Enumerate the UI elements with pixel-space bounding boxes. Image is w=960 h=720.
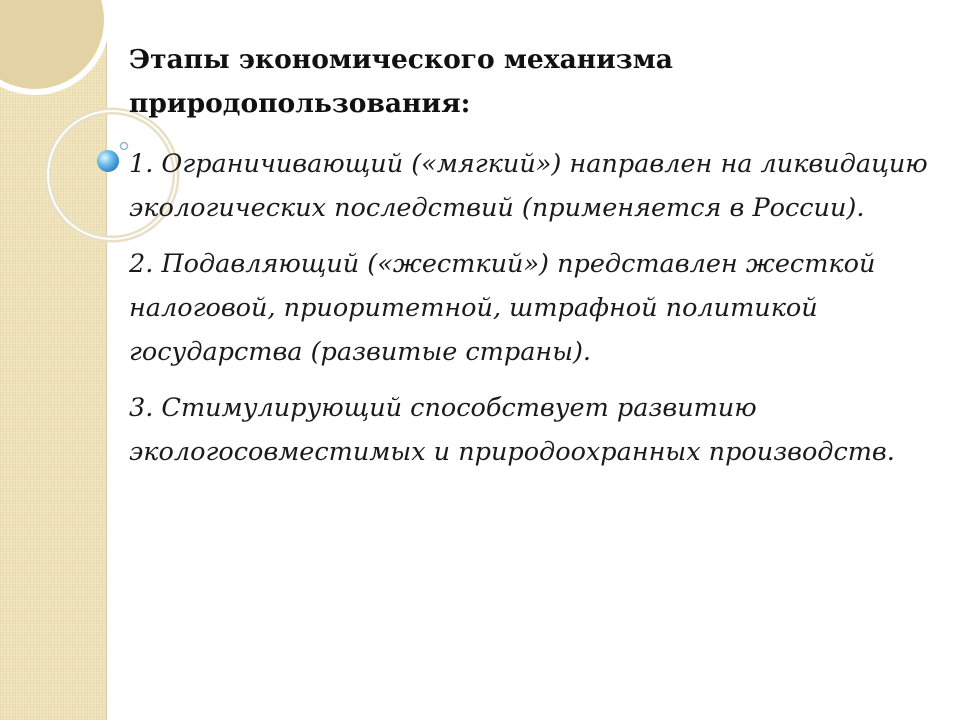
slide-title: Этапы экономического механизма природопользования: [129, 44, 673, 119]
stage-item-1: 1. Ограничивающий («мягкий») направлен на ликвидацию экологических последствий (применяется в России). [129, 149, 928, 223]
large-circle-shape [0, 0, 107, 92]
small-circle-shape [121, 143, 128, 150]
stage-item-2: 2. Подавляющий («жесткий») представлен жесткой налоговой, приоритетной, штрафной политикой государства (развитые страны). [129, 249, 876, 367]
slide-content [129, 38, 929, 486]
blue-bullet-icon [97, 150, 119, 172]
stage-item-3: 3. Стимулирующий способствует развитию экологосовместимых и природоохранных производств. [129, 393, 895, 467]
